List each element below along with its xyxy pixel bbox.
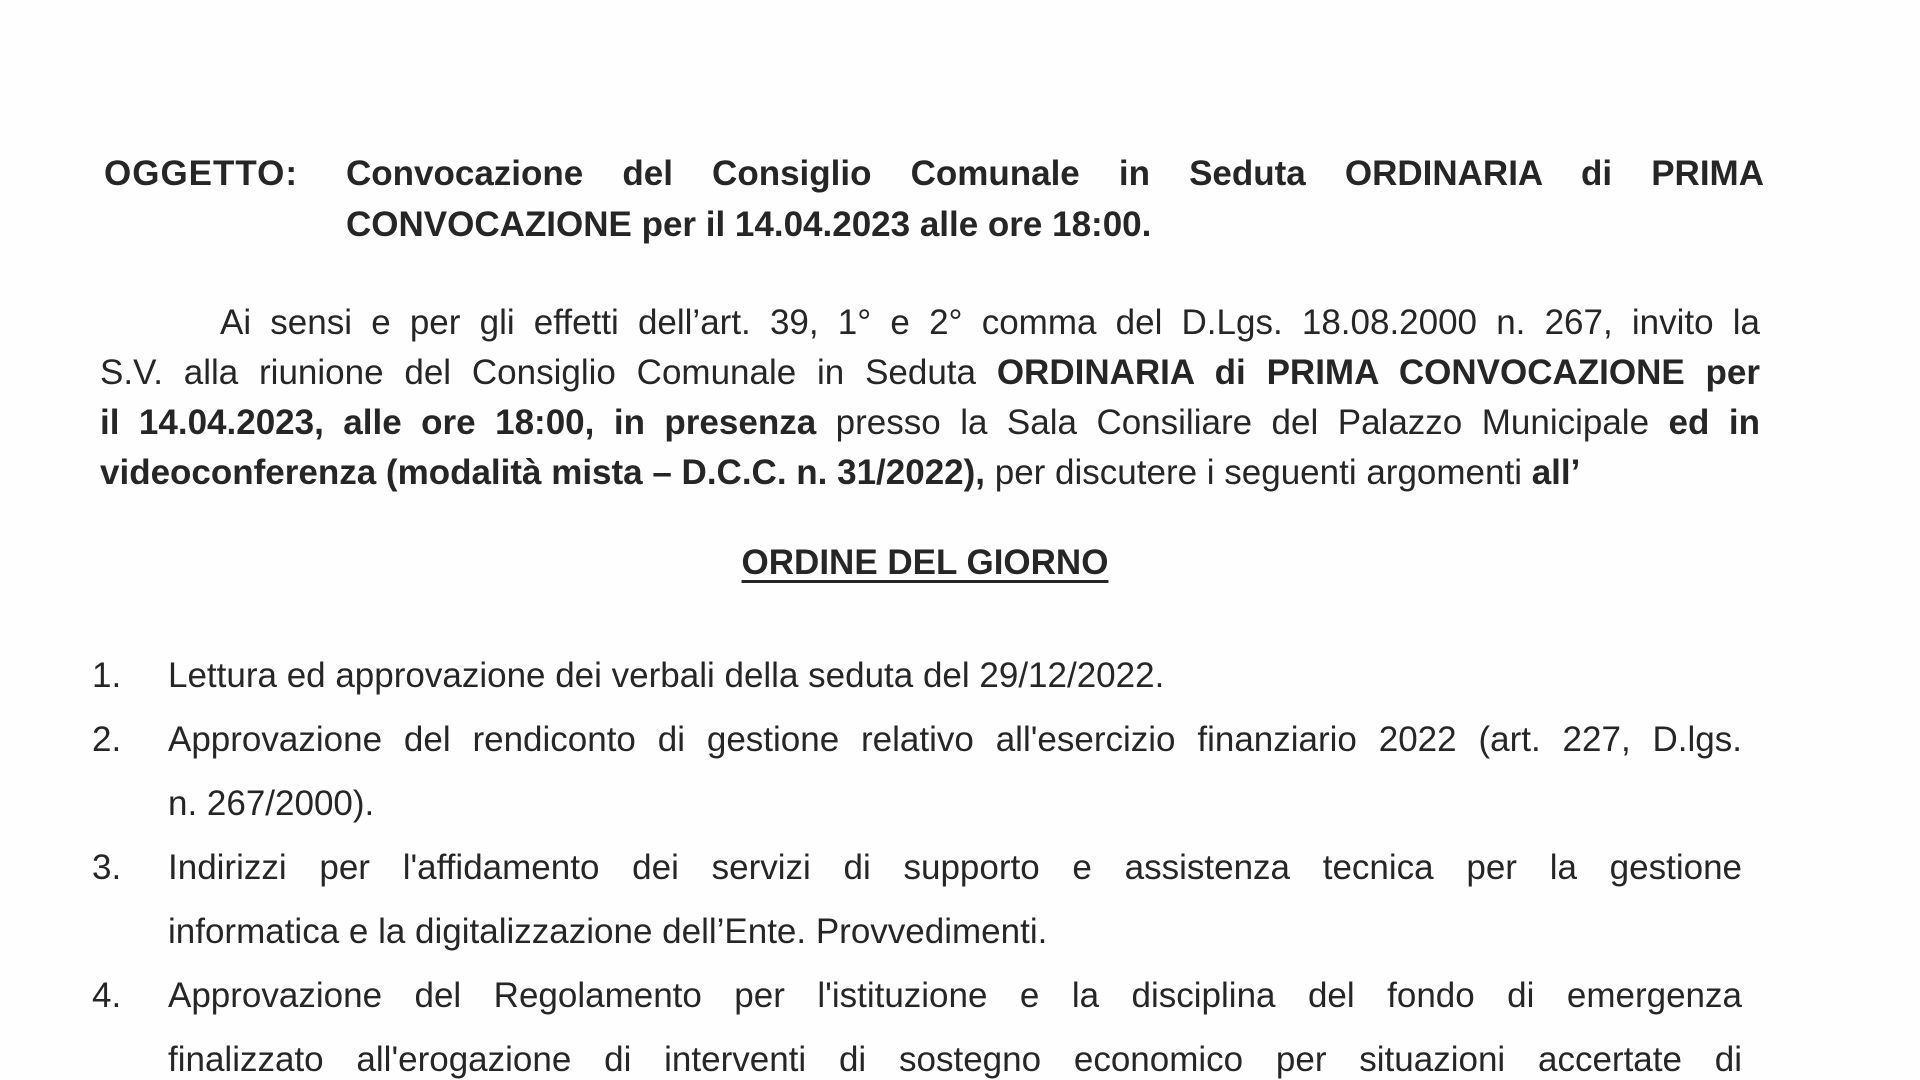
agenda-item	[92, 644, 1742, 708]
agenda-item-text: Approvazione del rendiconto di gestione relativo all'esercizio finanziario 2022 (art. 227, D.lgs. n. 267/2000).	[168, 720, 1742, 823]
agenda-item-text: Lettura ed approvazione dei verbali della seduta del 29/12/2022.	[168, 656, 1165, 695]
intro-line-3: il 14.04.2023, alle ore 18:00, in presenza presso la Sala Consiliare del Palazzo Municipale ed in	[100, 403, 1760, 442]
agenda-item	[92, 836, 1742, 964]
intro-line-1: Ai sensi e per gli effetti dell’art. 39, 1° e 2° comma del D.Lgs. 18.08.2000 n. 267, invito la	[220, 303, 1760, 342]
agenda-item-number: 1.	[92, 656, 122, 695]
subject-line-2: CONVOCAZIONE per il 14.04.2023 alle ore 18:00.	[346, 205, 1152, 244]
agenda-item-text: Approvazione del Regolamento per l'istituzione e la disciplina del fondo di emergenza finalizzato all'erogazione di interventi di sostegno economico per situazioni accertate di	[168, 976, 1742, 1079]
agenda-item-text: Indirizzi per l'affidamento dei servizi di supporto e assistenza tecnica per la gestione informatica e la digitalizzazione dell’Ente. Provvedimenti.	[168, 848, 1742, 951]
agenda-item-number: 2.	[92, 720, 122, 759]
intro-line-2: S.V. alla riunione del Consiglio Comunale in Seduta ORDINARIA di PRIMA CONVOCAZIONE per	[100, 353, 1760, 392]
subject-line-1-bold: Convocazione	[346, 154, 584, 193]
agenda-list	[92, 644, 1742, 1080]
agenda-item-number: 4.	[92, 976, 122, 1015]
agenda-heading: ORDINE DEL GIORNO	[741, 543, 1109, 582]
agenda-item	[92, 964, 1742, 1080]
subject-line-1-rest: del Consiglio Comunale in Seduta ORDINARIA di PRIMA	[622, 154, 1764, 193]
subject-text	[346, 148, 1764, 250]
agenda-item-number: 3.	[92, 848, 122, 887]
intro-line-4: videoconferenza (modalità mista – D.C.C. n. 31/2022), per discutere i seguenti argomenti all’	[100, 453, 1581, 492]
subject-line-1	[346, 148, 1764, 199]
agenda-item	[92, 708, 1742, 836]
subject-label: OGGETTO:	[104, 154, 299, 193]
intro-paragraph	[100, 298, 1760, 498]
